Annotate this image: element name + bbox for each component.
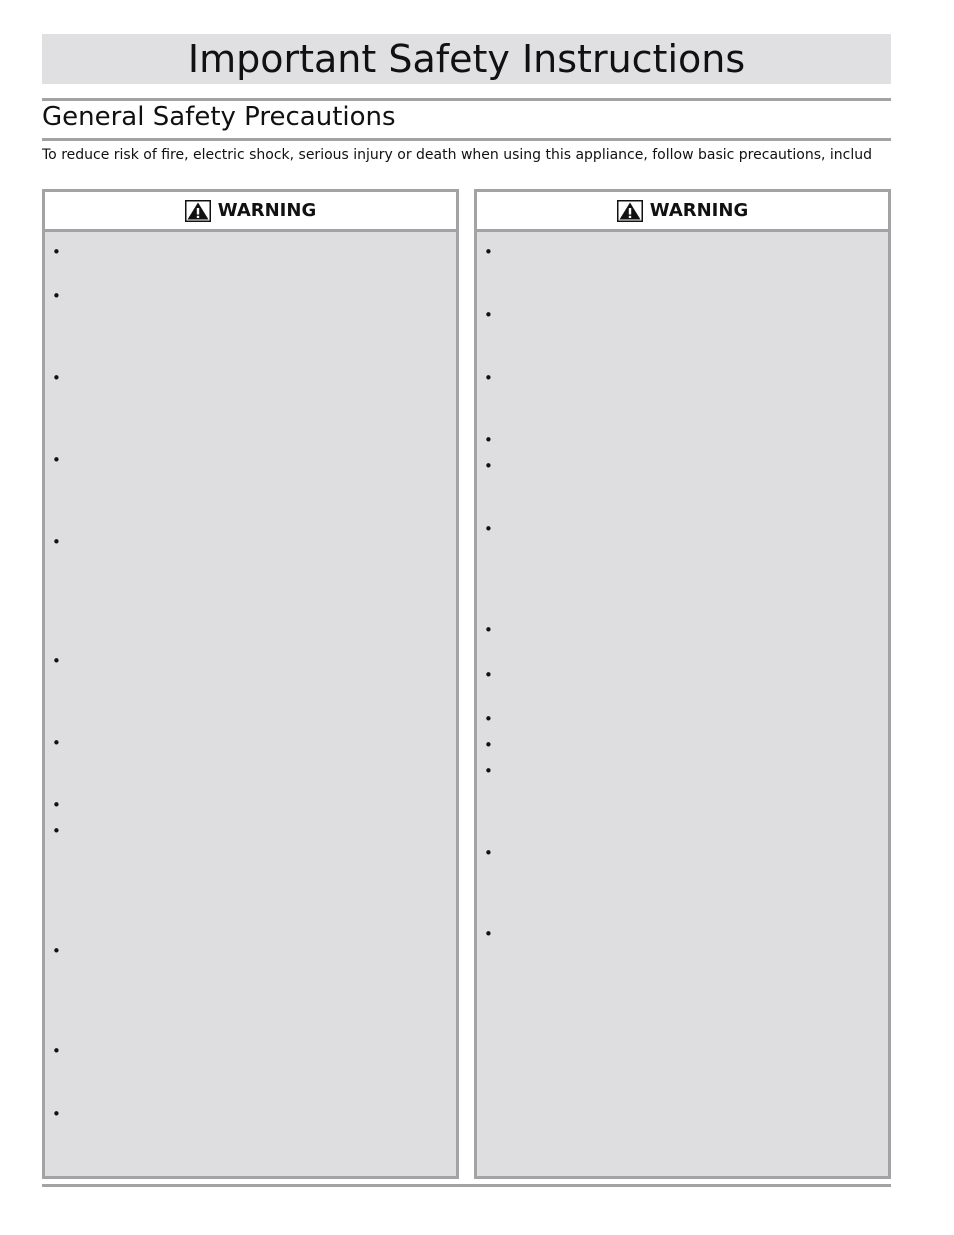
bullet-item: • (484, 736, 493, 754)
bullet-item: • (484, 762, 493, 780)
section-top-rule (42, 98, 891, 101)
right-warning-header (477, 192, 888, 232)
bullet-item: • (52, 287, 61, 305)
bullet-item: • (484, 844, 493, 862)
bullet-item: • (52, 942, 61, 960)
bullet-item: • (52, 451, 61, 469)
bullet-item: • (484, 306, 493, 324)
right-warning-panel (474, 189, 891, 1179)
bullet-item: • (484, 621, 493, 639)
right-warning-label: WARNING (649, 200, 749, 221)
bullet-item: • (52, 734, 61, 752)
footer-rule (42, 1184, 891, 1187)
bullet-item: • (52, 533, 61, 551)
warning-triangle-icon (617, 200, 643, 222)
bullet-item: • (52, 652, 61, 670)
page-title-bar (42, 34, 891, 84)
page-title: Important Safety Instructions (187, 37, 746, 81)
bullet-item: • (484, 520, 493, 538)
section-title: General Safety Precautions (42, 102, 396, 132)
warning-triangle-icon (185, 200, 211, 222)
bullet-item: • (52, 822, 61, 840)
bullet-item: • (484, 710, 493, 728)
intro-text: To reduce risk of fire, electric shock, serious injury or death when using this appliance, follow basic precautions, includ (42, 147, 873, 163)
bullet-item: • (52, 243, 61, 261)
left-warning-label: WARNING (217, 200, 317, 221)
bullet-item: • (484, 431, 493, 449)
bullet-item: • (484, 925, 493, 943)
left-warning-header (45, 192, 456, 232)
bullet-item: • (52, 1042, 61, 1060)
left-warning-panel (42, 189, 459, 1179)
bullet-item: • (52, 369, 61, 387)
bullet-item: • (484, 457, 493, 475)
bullet-item: • (52, 1105, 61, 1123)
bullet-item: • (484, 243, 493, 261)
section-bottom-rule (42, 138, 891, 141)
bullet-item: • (52, 796, 61, 814)
bullet-item: • (484, 666, 493, 684)
bullet-item: • (484, 369, 493, 387)
